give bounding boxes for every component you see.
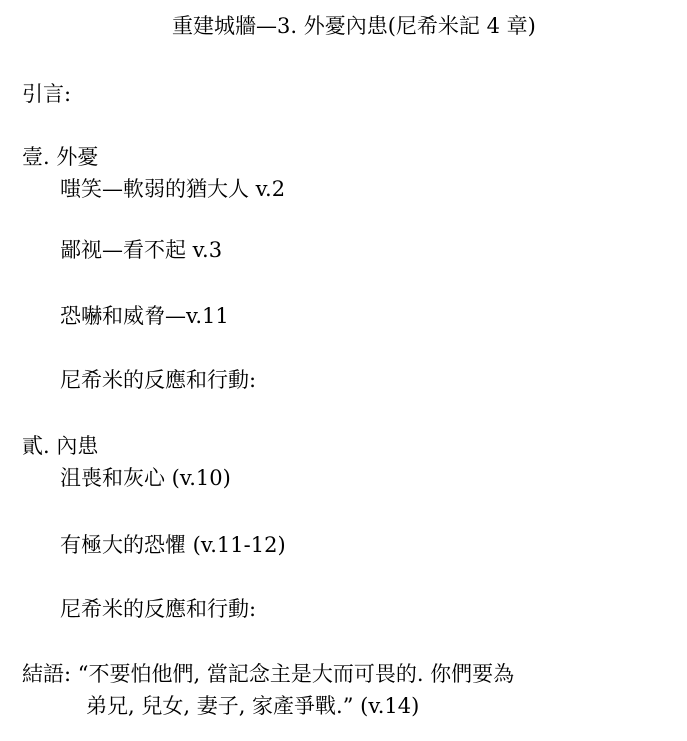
section1-item: 鄙视—看不起 v.3 — [60, 238, 223, 262]
conclusion-line: 結語: “不要怕他們, 當記念主是大而可畏的. 你們要為 — [22, 662, 515, 686]
section-heading-external-threats: 壹. 外憂 — [22, 145, 99, 169]
section-heading-internal-troubles: 貳. 內患 — [22, 434, 99, 458]
intro-heading: 引言: — [22, 82, 72, 106]
section2-item: 有極大的恐懼 (v.11-12) — [60, 533, 286, 557]
section1-item: 恐嚇和威脅—v.11 — [60, 304, 229, 328]
section1-item: 尼希米的反應和行動: — [60, 368, 257, 392]
section1-item: 嗤笑—軟弱的猶大人 v.2 — [60, 177, 286, 201]
section2-item: 尼希米的反應和行動: — [60, 597, 257, 621]
section2-item: 沮喪和灰心 (v.10) — [60, 466, 231, 490]
conclusion-line: 弟兄, 兒女, 妻子, 家產爭戰.” (v.14) — [86, 694, 420, 718]
document-title: 重建城牆—3. 外憂內患(尼希米記 4 章) — [172, 14, 536, 38]
